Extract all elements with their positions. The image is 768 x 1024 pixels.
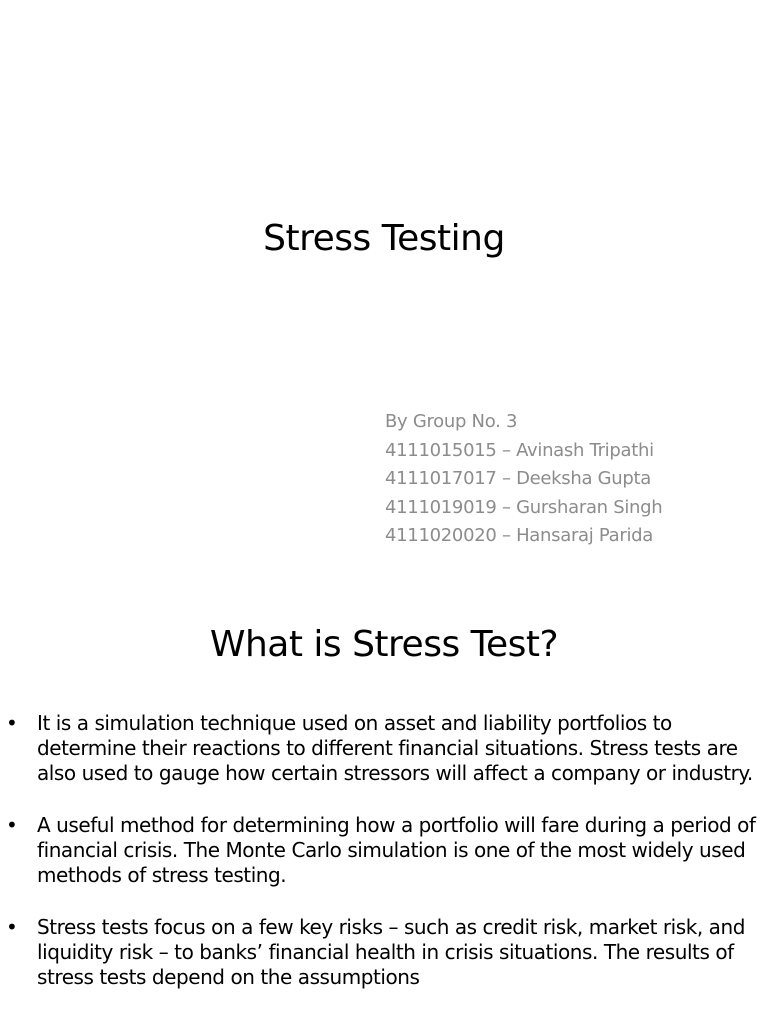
slide-title: What is Stress Test? xyxy=(209,624,559,665)
bullet-item xyxy=(0,711,768,786)
slide-title: Stress Testing xyxy=(263,218,505,259)
bullet-text: Stress tests focus on a few key risks – such as credit risk, market risk, and liquidity risk – to banks’ financial health in crisis situations. The results of stress tests depend on the assumptions xyxy=(37,915,745,989)
presenter-1: 4111015015 – Avinash Tripathi xyxy=(385,439,654,461)
bullet-item xyxy=(0,813,768,888)
presenter-4: 4111020020 – Hansaraj Parida xyxy=(385,525,654,546)
bullet-item xyxy=(0,915,768,990)
content-slide xyxy=(0,576,768,1024)
presenter-2: 4111017017 – Deeksha Gupta xyxy=(385,468,652,489)
group-number: By Group No. 3 xyxy=(385,411,518,432)
bullet-dot-icon: • xyxy=(6,711,18,735)
presenter-3: 4111019019 – Gursharan Singh xyxy=(385,496,663,518)
bullet-dot-icon: • xyxy=(6,813,18,837)
bullet-dot-icon: • xyxy=(6,915,18,939)
presenter-list xyxy=(385,408,662,551)
bullet-text: It is a simulation technique used on asset and liability portfolios to determine their reactions to different financial situations. Stress tests are also used to gauge how certain stressors will affect a company or industry. xyxy=(37,711,753,785)
bullet-text: A useful method for determining how a portfolio will fare during a period of financial crisis. The Monte Carlo simulation is one of the most widely used methods of stress testing. xyxy=(37,813,756,887)
bullet-list xyxy=(0,711,768,1017)
